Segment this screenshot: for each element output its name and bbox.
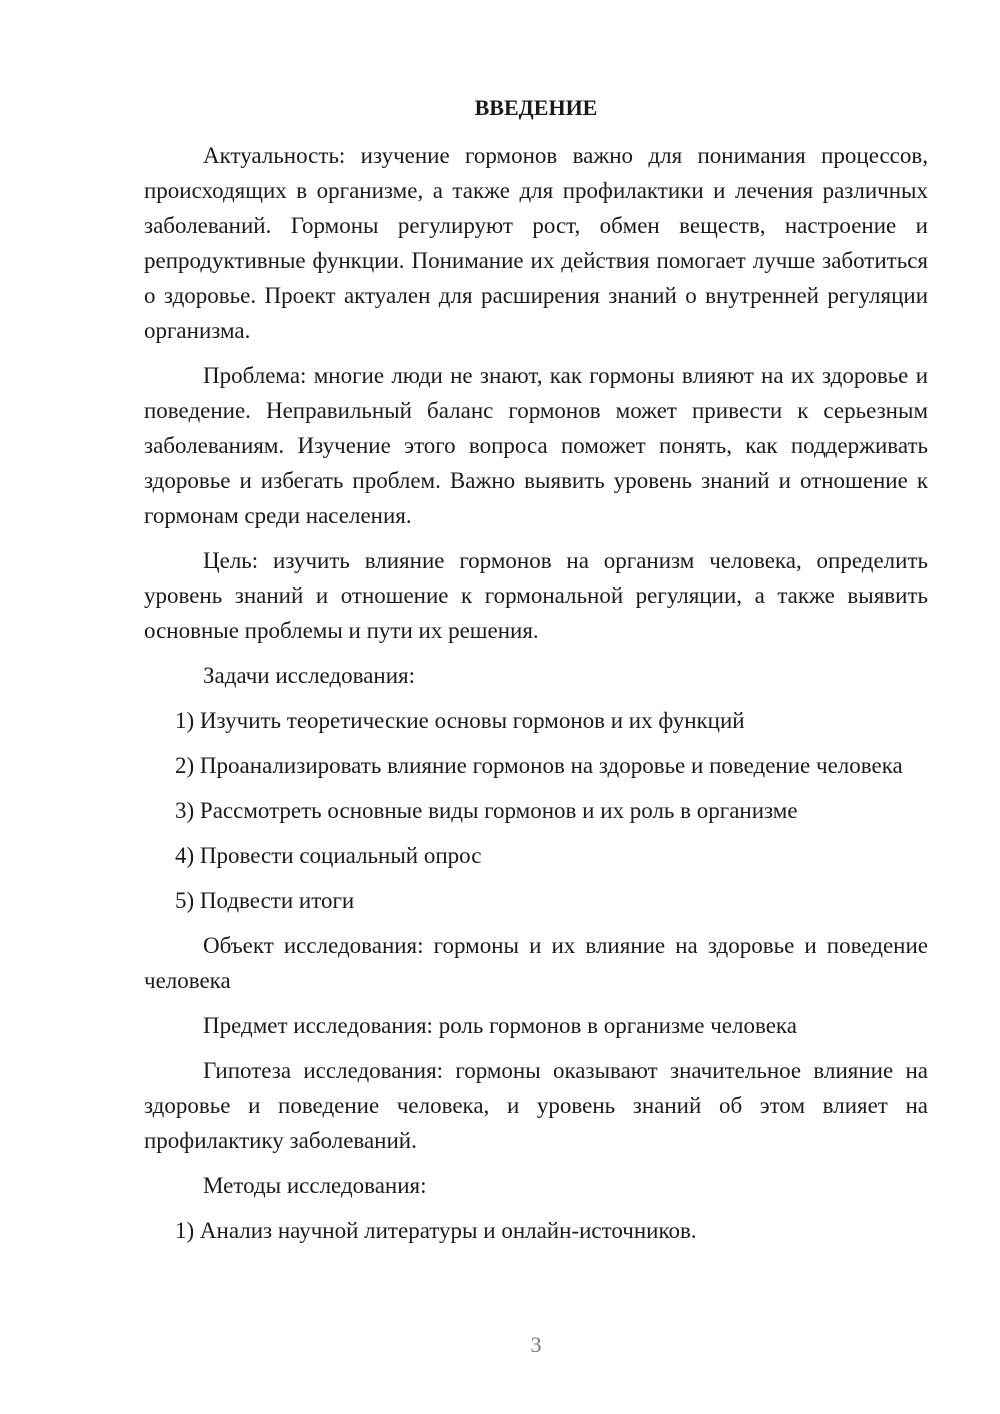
task-item-5: 5) Подвести итоги xyxy=(175,888,355,913)
page-number: 3 xyxy=(530,1332,542,1357)
methods-heading: Методы исследования: xyxy=(203,1173,427,1198)
paragraph-subject: Предмет исследования: роль гормонов в организме человека xyxy=(203,1013,797,1038)
section-title: ВВЕДЕНИЕ xyxy=(474,95,598,120)
tasks-heading: Задачи исследования: xyxy=(203,663,416,688)
task-item-1: 1) Изучить теоретические основы гормонов и их функций xyxy=(175,708,745,733)
paragraph-relevance: Актуальность: изучение гормонов важно для понимания процессов, происходящих в организме, а также для профилактики и лечения различных заболеваний. Гормоны регулируют рост, обмен веществ, настроение и репродуктивные функции. Понимание их действия помогает лучше заботиться о здоровье. Проект актуален для расширения знаний о внутренней регуляции организма. xyxy=(144,143,928,343)
paragraph-goal: Цель: изучить влияние гормонов на организм человека, определить уровень знаний и отношение к гормональной регуляции, а также выявить основные проблемы и пути их решения. xyxy=(144,548,928,643)
task-item-4: 4) Провести социальный опрос xyxy=(175,843,482,868)
method-item-1: 1) Анализ научной литературы и онлайн-источников. xyxy=(175,1218,697,1243)
task-item-3: 3) Рассмотреть основные виды гормонов и их роль в организме xyxy=(175,798,798,823)
paragraph-object: Объект исследования: гормоны и их влияние на здоровье и поведение человека xyxy=(144,933,928,993)
page-content xyxy=(144,88,928,1258)
task-item-2: 2) Проанализировать влияние гормонов на здоровье и поведение человека xyxy=(175,753,903,778)
paragraph-problem: Проблема: многие люди не знают, как гормоны влияют на их здоровье и поведение. Неправильный баланс гормонов может привести к серьезным заболеваниям. Изучение этого вопроса поможет понять, как поддерживать здоровье и избегать проблем. Важно выявить уровень знаний и отношение к гормонам среди населения. xyxy=(144,363,928,528)
paragraph-hypothesis: Гипотеза исследования: гормоны оказывают значительное влияние на здоровье и поведение человека, и уровень знаний об этом влияет на профилактику заболеваний. xyxy=(144,1058,928,1153)
